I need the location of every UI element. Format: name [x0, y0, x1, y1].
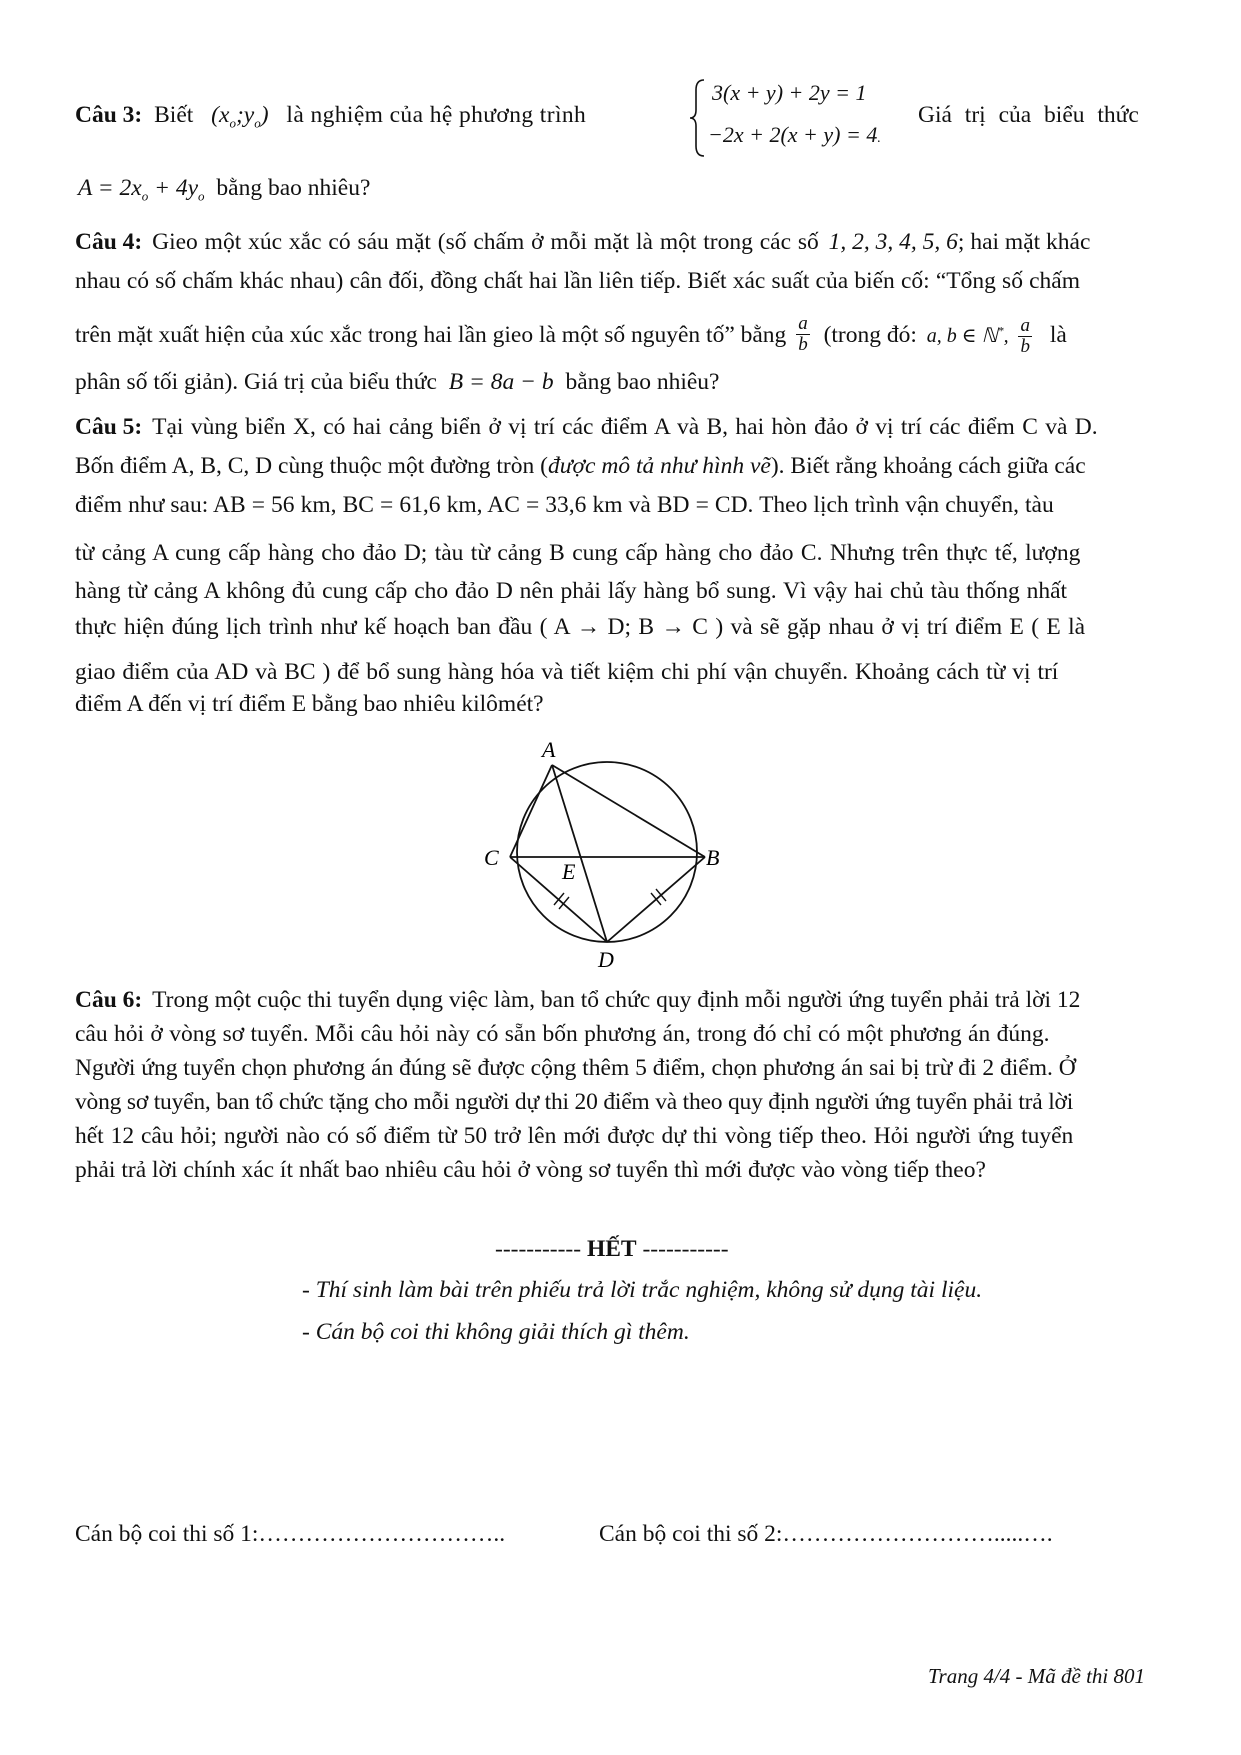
- q6-line5: hết 12 câu hỏi; người nào có số điểm từ 50 trở lên mới được dự thi vòng tiếp theo. Hỏi người ứng tuyển: [75, 1123, 1074, 1149]
- q4-condition: a, b ∈ ℕ*,: [926, 323, 1009, 347]
- q5-line1: Câu 5: Tại vùng biển X, có hai cảng biển ở vị trí các điểm A và B, hai hòn đảo ở vị trí các điểm C và D.: [75, 414, 1098, 440]
- note-2: - Cán bộ coi thi không giải thích gì thêm.: [302, 1319, 690, 1345]
- circle-figure: [470, 735, 750, 975]
- q6-line2: câu hỏi ở vòng sơ tuyển. Mỗi câu hỏi này có sẵn bốn phương án, trong đó chỉ có một phương án đúng.: [75, 1021, 1050, 1047]
- label-A: A: [542, 737, 556, 762]
- q3-eq1: 3(x + y) + 2y = 1: [712, 80, 867, 105]
- condition-fraction: $\frac{a}{b}$: [1020, 315, 1030, 357]
- label-D: D: [598, 947, 614, 972]
- label-B: B: [706, 845, 720, 870]
- q3-eq2: −2x + 2(x + y) = 4.: [708, 122, 881, 147]
- q5-line2: Bốn điểm A, B, C, D cùng thuộc một đường tròn (được mô tả như hình vẽ). Biết rằng khoảng cách giữa các: [75, 453, 1086, 479]
- q6-line6: phải trả lời chính xác ít nhất bao nhiêu câu hỏi ở vòng sơ tuyển thì mới được vào vòng tiếp theo?: [75, 1157, 986, 1183]
- q3-expression: $A = 2x_o + 4y_o$: [78, 175, 205, 204]
- q3-text-1: Biết: [154, 102, 194, 128]
- q6-line3: Người ứng tuyển chọn phương án đúng sẽ được cộng thêm 5 điểm, chọn phương án sai bị trừ đi 2 điểm. Ở: [75, 1055, 1076, 1081]
- q6-label: Câu 6:: [75, 987, 143, 1013]
- note-1: - Thí sinh làm bài trên phiếu trả lời trắc nghiệm, không sử dụng tài liệu.: [302, 1277, 983, 1303]
- q5-line7: giao điểm của AD và BC ) để bổ sung hàng hóa và tiết kiệm chi phí vận chuyển. Khoảng cách từ vị trí: [75, 659, 1059, 685]
- q5-line6: thực hiện đúng lịch trình như kế hoạch ban đầu ( A → D; B → C ) và sẽ gặp nhau ở vị trí điểm E ( E là: [75, 614, 1086, 640]
- q4-line3: trên mặt xuất hiện của xúc xắc trong hai lần gieo là một số nguyên tố” bằng $\frac{a}{b}$ (trong đó: a, b ∈ ℕ*, $\frac{a}{b}$ là: [75, 313, 1067, 357]
- q4-dice-numbers: 1, 2, 3, 4, 5, 6: [828, 229, 958, 255]
- signature-2: Cán bộ coi thi số 2:……………………….....….: [599, 1521, 1053, 1547]
- system-brace: [688, 78, 706, 158]
- q6-line1: Câu 6: Trong một cuộc thi tuyển dụng việc làm, ban tổ chức quy định mỗi người ứng tuyển phải trả lời 12: [75, 987, 1081, 1013]
- q5-line3: điểm như sau: AB = 56 km, BC = 61,6 km, AC = 33,6 km và BD = CD. Theo lịch trình vận chuyển, tàu: [75, 492, 1054, 518]
- q3-text-2: là nghiệm của hệ phương trình: [286, 102, 587, 128]
- q6-line4: vòng sơ tuyển, ban tổ chức tặng cho mỗi người dự thi 20 điểm và theo quy định người ứng tuyển phải trả lời: [75, 1089, 1074, 1115]
- segment-AB: [552, 765, 705, 857]
- q3-pair: $(x_o;y_o)$: [211, 102, 269, 131]
- q5-label: Câu 5:: [75, 414, 143, 440]
- q3-text-4: bằng bao nhiêu?: [216, 175, 371, 201]
- q4-label: Câu 4:: [75, 229, 143, 255]
- label-C: C: [484, 845, 499, 870]
- end-marker: ----------- HẾT -----------: [495, 1236, 729, 1262]
- end-title: HẾT: [586, 1236, 637, 1262]
- q3-line1: [75, 102, 586, 132]
- probability-fraction: $\frac{a}{b}$: [798, 313, 808, 355]
- q3-text-3: Giá trị của biểu thức: [918, 102, 1139, 128]
- q4-line4: phân số tối giản). Giá trị của biểu thức B = 8a − b bằng bao nhiêu?: [75, 369, 720, 395]
- q4-line2: nhau có số chấm khác nhau) cân đối, đồng chất hai lần liên tiếp. Biết xác suất của biến cố: “Tổng số chấm: [75, 268, 1081, 294]
- q5-line8: điểm A đến vị trí điểm E bằng bao nhiêu kilômét?: [75, 691, 544, 717]
- segment-AC: [510, 765, 552, 857]
- circle: [517, 762, 697, 942]
- q4-line1: Câu 4: Gieo một xúc xắc có sáu mặt (số chấm ở mỗi mặt là một trong các số 1, 2, 3, 4, 5, 6; hai mặt khác: [75, 229, 1091, 255]
- q5-line5: hàng từ cảng A không đủ cung cấp cho đảo D nên phải lấy hàng bổ sung. Vì vậy hai chủ tàu thống nhất: [75, 578, 1068, 604]
- q4-expression: B = 8a − b: [448, 369, 554, 395]
- segment-AD: [552, 765, 607, 942]
- signature-1: Cán bộ coi thi số 1:…………………………..: [75, 1521, 506, 1547]
- q5-line4: từ cảng A cung cấp hàng cho đảo D; tàu từ cảng B cung cấp hàng cho đảo C. Nhưng trên thực tế, lượng: [75, 540, 1081, 566]
- page-footer: Trang 4/4 - Mã đề thi 801: [928, 1664, 1146, 1688]
- q3-line2: [78, 175, 370, 205]
- q3-label: Câu 3:: [75, 102, 143, 128]
- label-E: E: [562, 859, 576, 884]
